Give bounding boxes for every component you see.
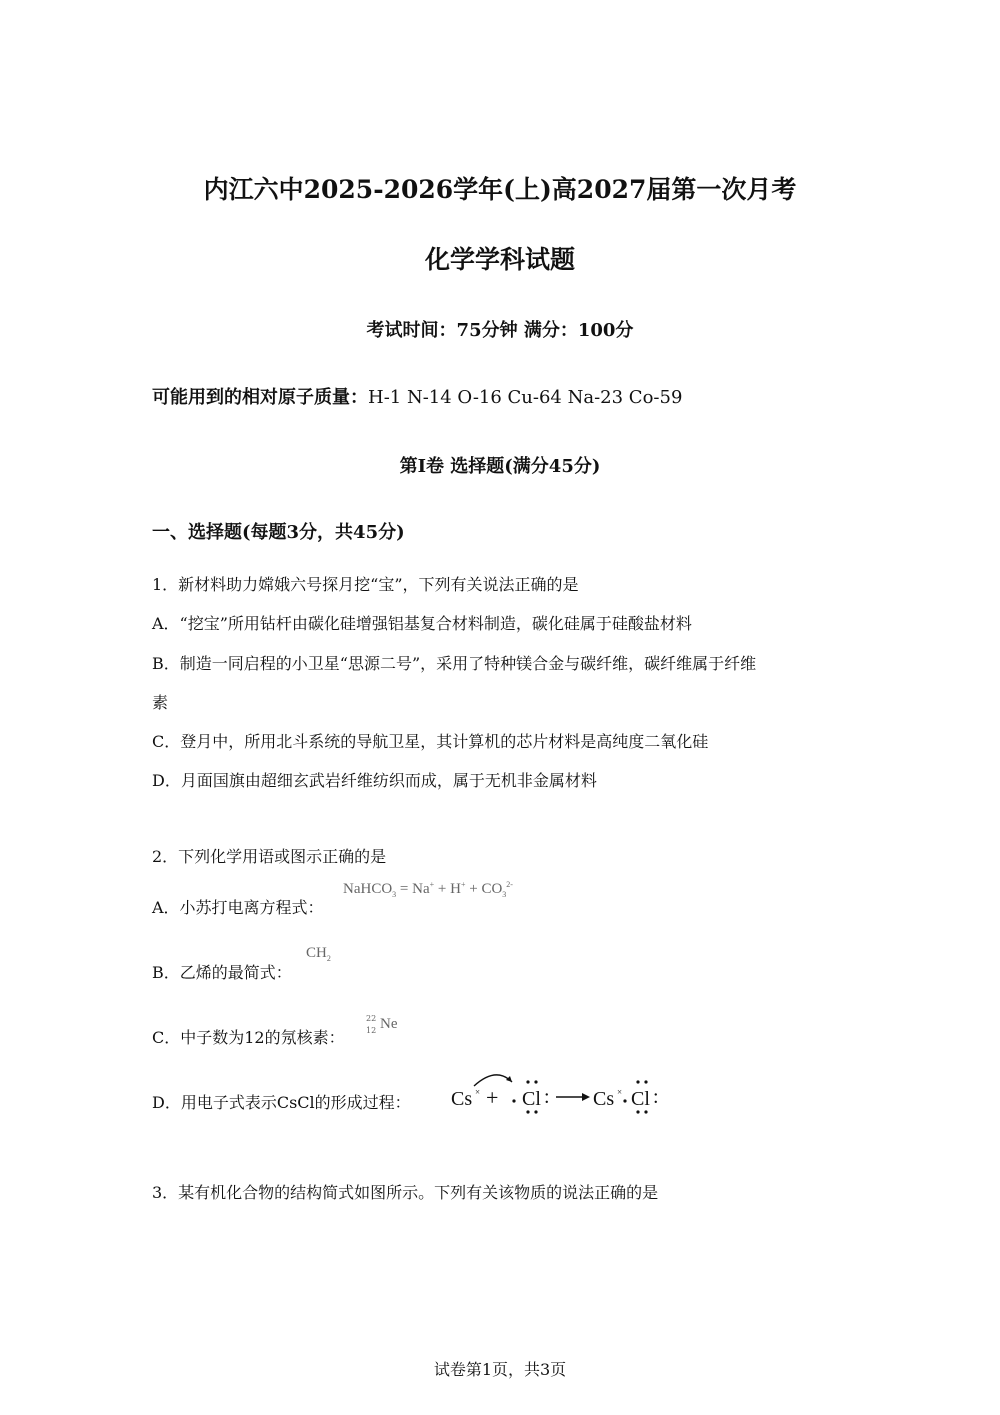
q1-option-b: B．制造一同启程的小卫星“思源二号”，采用了特种镁合金与碳纤维，碳纤维属于纤维 xyxy=(152,654,757,673)
plus-sign: + xyxy=(486,1085,499,1110)
cs-symbol-right: Cs xyxy=(593,1088,615,1110)
cs-symbol-left: Cs xyxy=(451,1088,473,1110)
q2-stem: 2．下列化学用语或图示正确的是 xyxy=(152,847,387,866)
q2-option-c-label: C．中子数为12的氖核素： xyxy=(152,1028,345,1047)
atomic-mass-values: H-1 N-14 O-16 Cu-64 Na-23 Co-59 xyxy=(368,387,683,408)
arrow-head xyxy=(506,1076,512,1082)
q2-option-a-label: A．小苏打电离方程式： xyxy=(152,898,324,917)
cl-colon-left: : xyxy=(544,1086,550,1108)
q1-option-c: C．登月中，所用北斗系统的导航卫星，其计算机的芯片材料是高纯度二氧化硅 xyxy=(152,732,709,751)
q1-stem: 1．新材料助力嫦娥六号探月挖“宝”，下列有关说法正确的是 xyxy=(152,575,579,594)
q1-option-a: A．“挖宝”所用钻杆由碳化硅增强铝基复合材料制造，碳化硅属于硅酸盐材料 xyxy=(152,614,692,633)
q2-option-c-nuclide: 22 12 Ne xyxy=(366,1014,398,1035)
cl-dot xyxy=(534,1080,537,1083)
cl-dot xyxy=(526,1110,529,1113)
q1-option-d: D．月面国旗由超细玄武岩纤维纺织而成，属于无机非金属材料 xyxy=(152,771,597,790)
q2-option-b-formula: $CH_2$ xyxy=(306,945,331,963)
q2-option-d-electron-formula xyxy=(448,1068,670,1118)
cs-electron-cross-right: × xyxy=(617,1087,623,1097)
cl-dot xyxy=(644,1110,647,1113)
page-footer: 试卷第1页，共3页 xyxy=(433,1360,567,1379)
cl-colon-right: : xyxy=(653,1086,659,1108)
reaction-arrow-head xyxy=(582,1093,590,1101)
cl-dot xyxy=(636,1080,639,1083)
q3-stem: 3．某有机化合物的结构简式如图所示。下列有关该物质的说法正确的是 xyxy=(152,1183,659,1202)
exam-subject: 化学学科试题 xyxy=(424,245,575,274)
q2-option-a-formula: NaHCO$_3$ = $Na^+ + H^+ + CO_3^{2-}$ xyxy=(343,880,513,899)
exam-info: 考试时间：75分钟 满分：100分 xyxy=(366,320,634,341)
atomic-mass-label: 可能用到的相对原子质量： xyxy=(152,387,368,408)
cl-dot xyxy=(623,1099,626,1102)
q2-option-d-label: D．用电子式表示CsCl的形成过程： xyxy=(152,1093,411,1112)
cl-dot xyxy=(636,1110,639,1113)
cl-dot xyxy=(534,1110,537,1113)
cs-electron-cross-left: × xyxy=(475,1087,481,1097)
cl-dot xyxy=(644,1080,647,1083)
cl-symbol-left: Cl xyxy=(522,1088,541,1110)
atomic-mass-line xyxy=(152,383,682,409)
cl-dot xyxy=(526,1080,529,1083)
section-heading: 一、选择题(每题3分，共45分) xyxy=(152,522,405,543)
part-title: 第I卷 选择题(满分45分) xyxy=(399,456,601,477)
cl-symbol-right: Cl xyxy=(631,1088,650,1110)
q2-option-b-label: B．乙烯的最简式： xyxy=(152,963,292,982)
q1-option-b-cont: 素 xyxy=(152,693,169,712)
cl-dot xyxy=(512,1099,515,1102)
exam-title: 内江六中2025-2026学年(上)高2027届第一次月考 xyxy=(203,175,797,204)
